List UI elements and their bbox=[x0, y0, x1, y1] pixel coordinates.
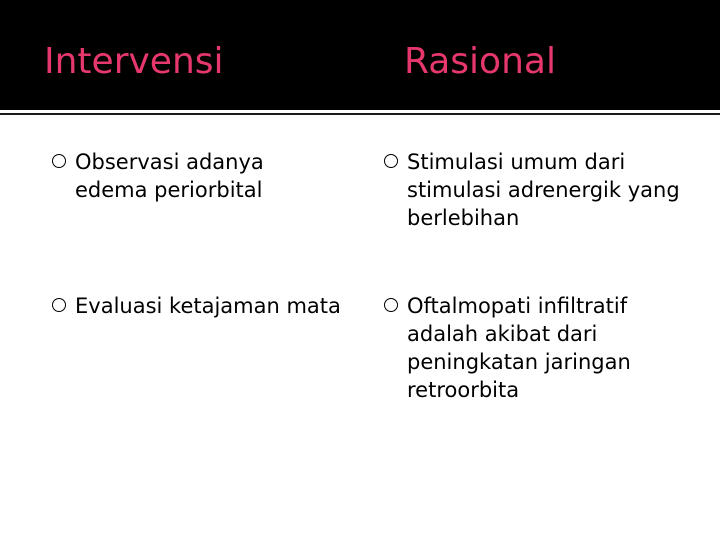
hollow-circle-bullet-icon bbox=[384, 154, 398, 168]
heading-intervensi: Intervensi bbox=[44, 41, 224, 82]
list-item-text: Evaluasi ketajaman mata bbox=[75, 294, 341, 318]
rasional-list bbox=[384, 148, 684, 404]
list-item bbox=[384, 148, 684, 292]
heading-rasional: Rasional bbox=[404, 41, 556, 82]
hollow-circle-bullet-icon bbox=[52, 298, 66, 312]
list-item-text: Oftalmopati infiltratif adalah akibat dari peningkatan jaringan retroorbita bbox=[407, 294, 631, 402]
intervensi-list bbox=[52, 148, 342, 320]
hollow-circle-bullet-icon bbox=[52, 154, 66, 168]
list-item bbox=[52, 148, 342, 292]
hollow-circle-bullet-icon bbox=[384, 298, 398, 312]
header-divider-shadow bbox=[0, 113, 720, 115]
list-item-text: Observasi adanya edema periorbital bbox=[75, 150, 264, 202]
list-item bbox=[52, 292, 342, 320]
list-item-text: Stimulasi umum dari stimulasi adrenergik yang berlebihan bbox=[407, 150, 680, 230]
list-item bbox=[384, 292, 684, 404]
